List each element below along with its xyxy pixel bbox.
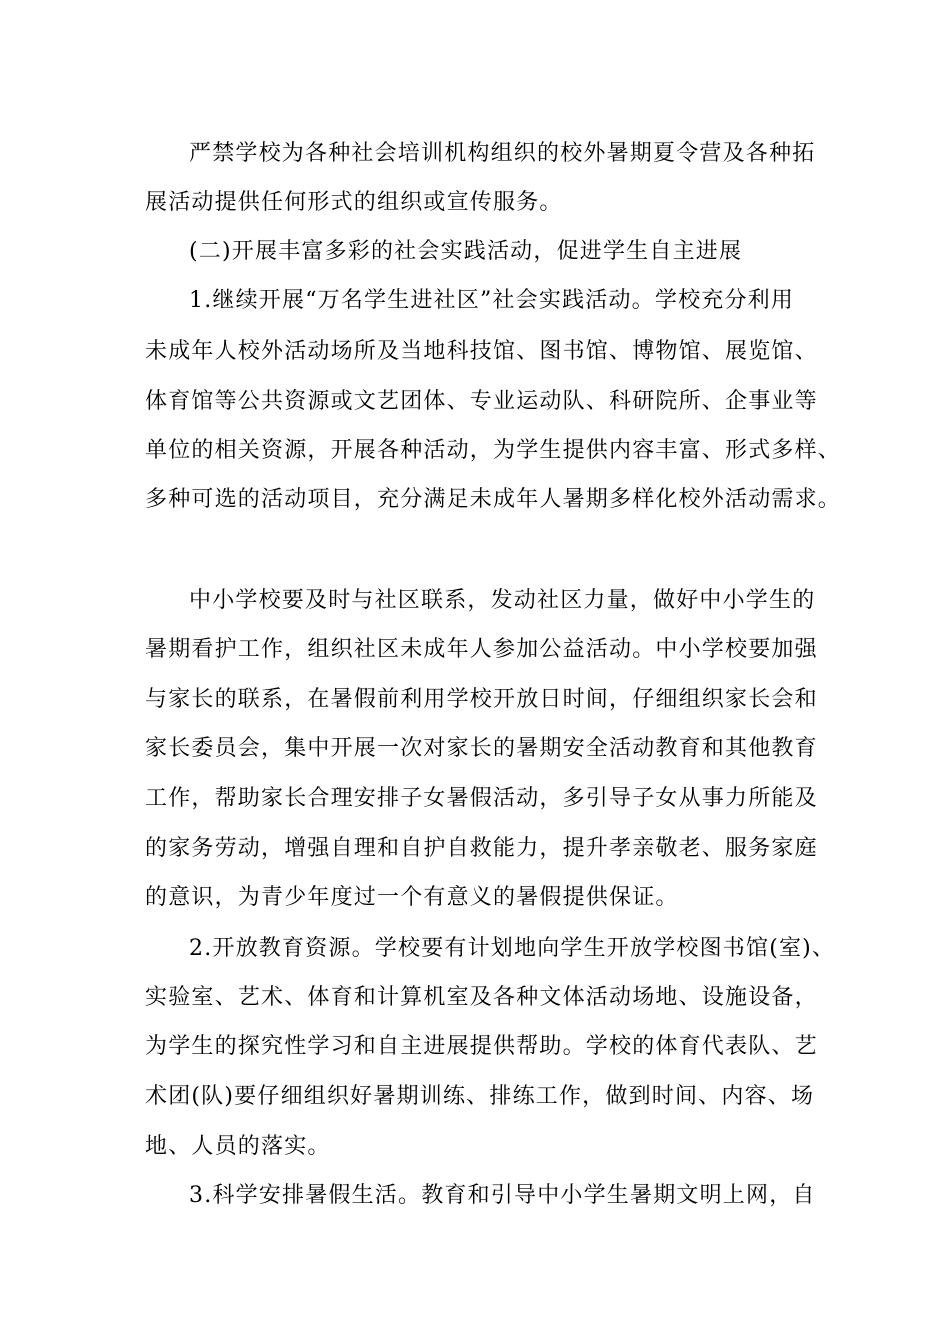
text-line: 体育馆等公共资源或文艺团体、专业运动队、科研院所、企事业等 bbox=[145, 389, 818, 414]
text-line: 与家长的联系，在暑假前利用学校开放日时间，仔细组织家长会和 bbox=[145, 687, 818, 712]
text-line: 中小学校要及时与社区联系，发动社区力量，做好中小学生的 bbox=[189, 588, 816, 613]
text-line: 暑期看护工作，组织社区未成年人参加公益活动。中小学校要加强 bbox=[145, 637, 818, 662]
text-line: 单位的相关资源，开展各种活动，为学生提供内容丰富、形式多样、 bbox=[145, 438, 842, 463]
section-heading: (二)开展丰富多彩的社会实践活动，促进学生自主进展 bbox=[189, 239, 743, 264]
text-line: 展活动提供任何形式的组织或宣传服务。 bbox=[145, 190, 563, 215]
text-line: 严禁学校为各种社会培训机构组织的校外暑期夏令营及各种拓 bbox=[189, 141, 816, 166]
text-line: 1.继续开展“万名学生进社区”社会实践活动。学校充分利用 bbox=[189, 288, 795, 313]
text-line: 工作，帮助家长合理安排子女暑假活动，多引导子女从事力所能及 bbox=[145, 786, 818, 811]
text-line: 2.开放教育资源。学校要有计划地向学生开放学校图书馆(室)、 bbox=[189, 936, 836, 961]
text-line: 多种可选的活动项目，充分满足未成年人暑期多样化校外活动需求。 bbox=[145, 487, 842, 512]
text-line: 未成年人校外活动场所及当地科技馆、图书馆、博物馆、展览馆、 bbox=[145, 339, 818, 364]
text-line: 家长委员会，集中开展一次对家长的暑期安全活动教育和其他教育 bbox=[145, 736, 818, 761]
text-line: 3.科学安排暑假生活。教育和引导中小学生暑期文明上网，自 bbox=[189, 1183, 816, 1208]
text-line: 的家务劳动，增强自理和自护自救能力，提升孝亲敬老、服务家庭 bbox=[145, 836, 818, 861]
text-line: 为学生的探究性学习和自主进展提供帮助。学校的体育代表队、艺 bbox=[145, 1034, 818, 1059]
text-line: 术团(队)要仔细组织好暑期训练、排练工作，做到时间、内容、场 bbox=[145, 1084, 815, 1109]
text-line: 实验室、艺术、体育和计算机室及各种文体活动场地、设施设备， bbox=[145, 985, 818, 1010]
text-line: 的意识，为青少年度过一个有意义的暑假提供保证。 bbox=[145, 885, 679, 910]
text-line: 地、人员的落实。 bbox=[145, 1134, 331, 1159]
